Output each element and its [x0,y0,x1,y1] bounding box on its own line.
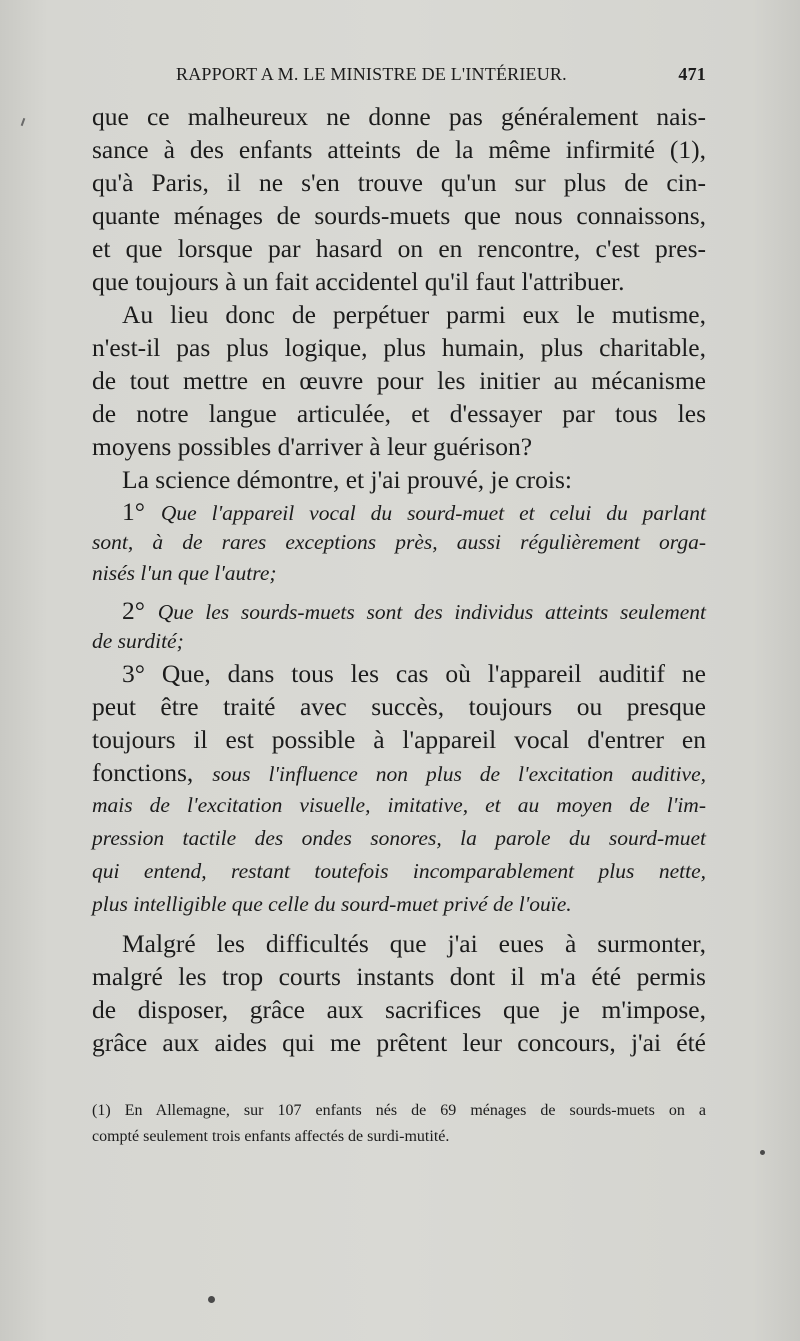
footnote [92,1098,706,1150]
ink-speck [760,1150,765,1155]
point-2-line: de surdité; [92,629,184,653]
text-line: que toujours à un fait accidentel qu'il faut l'attribuer. [92,267,625,296]
text-line: La science démontre, et j'ai prouvé, je crois: [122,465,572,494]
running-header [176,64,706,94]
text-line: malgré les trop courts instants dont il m'a été permis [92,962,706,991]
point-2-number: 2° [122,596,145,625]
text-line: et que lorsque par hasard on en rencontre, c'est pres- [92,234,706,263]
point-1-line [92,496,706,527]
text-line: de tout mettre en œuvre pour les initier au mécanisme [92,366,706,395]
point-1-line: nisés l'un que l'autre; [92,561,277,585]
text-line: de notre langue articulée, et d'essayer par tous les [92,399,706,428]
page-body [92,100,706,1059]
text-line: qu'à Paris, il ne s'en trouve qu'un sur plus de cin- [92,168,706,197]
point-1-number: 1° [122,497,145,526]
ink-speck [208,1296,215,1303]
footnote-line: compté seulement trois enfants affectés de surdi-mutité. [92,1128,450,1145]
point-3-line: 3° Que, dans tous les cas où l'appareil auditif ne [122,659,706,688]
point-3-line: qui entend, restant toutefois incomparablement plus nette, [92,859,706,883]
point-2-text: Que les sourds-muets sont des individus atteints seulement [157,600,706,624]
text-line: Malgré les difficultés que j'ai eues à surmonter, [122,929,706,958]
text-line: moyens possibles d'arriver à leur guérison? [92,432,533,461]
text-line: quante ménages de sourds-muets que nous connaissons, [92,201,706,230]
point-2-line [92,595,706,626]
point-3-line: plus intelligible que celle du sourd-muet privé de l'ouïe. [92,892,572,916]
running-title: RAPPORT A M. LE MINISTRE DE L'INTÉRIEUR. [176,64,567,84]
point-3-roman: fonctions, [92,758,194,787]
text-line: grâce aux aides qui me prêtent leur concours, j'ai été [92,1028,706,1057]
text-line: de disposer, grâce aux sacrifices que je m'impose, [92,995,706,1024]
margin-mark [21,118,26,126]
point-3-line: peut être traité avec succès, toujours ou presque [92,692,706,721]
text-line: que ce malheureux ne donne pas généralement nais- [92,102,706,131]
text-line: sance à des enfants atteints de la même infirmité (1), [92,135,706,164]
point-3-line: pression tactile des ondes sonores, la parole du sourd-muet [92,826,706,850]
point-1-text: Que l'appareil vocal du sourd-muet et celui du parlant [160,501,706,525]
footnote-line: (1) En Allemagne, sur 107 enfants nés de 69 ménages de sourds-muets on a [92,1102,706,1119]
point-3-line: toujours il est possible à l'appareil vocal d'entrer en [92,725,706,754]
text-line: n'est-il pas plus logique, plus humain, plus charitable, [92,333,706,362]
point-3-line [92,756,706,789]
point-3-line: mais de l'excitation visuelle, imitative, et au moyen de l'im- [92,793,706,817]
point-3-italic: sous l'influence non plus de l'excitation auditive, [212,762,706,786]
text-line: Au lieu donc de perpétuer parmi eux le mutisme, [122,300,706,329]
page-number: 471 [678,64,706,84]
point-1-line: sont, à de rares exceptions près, aussi régulièrement orga- [92,530,706,554]
